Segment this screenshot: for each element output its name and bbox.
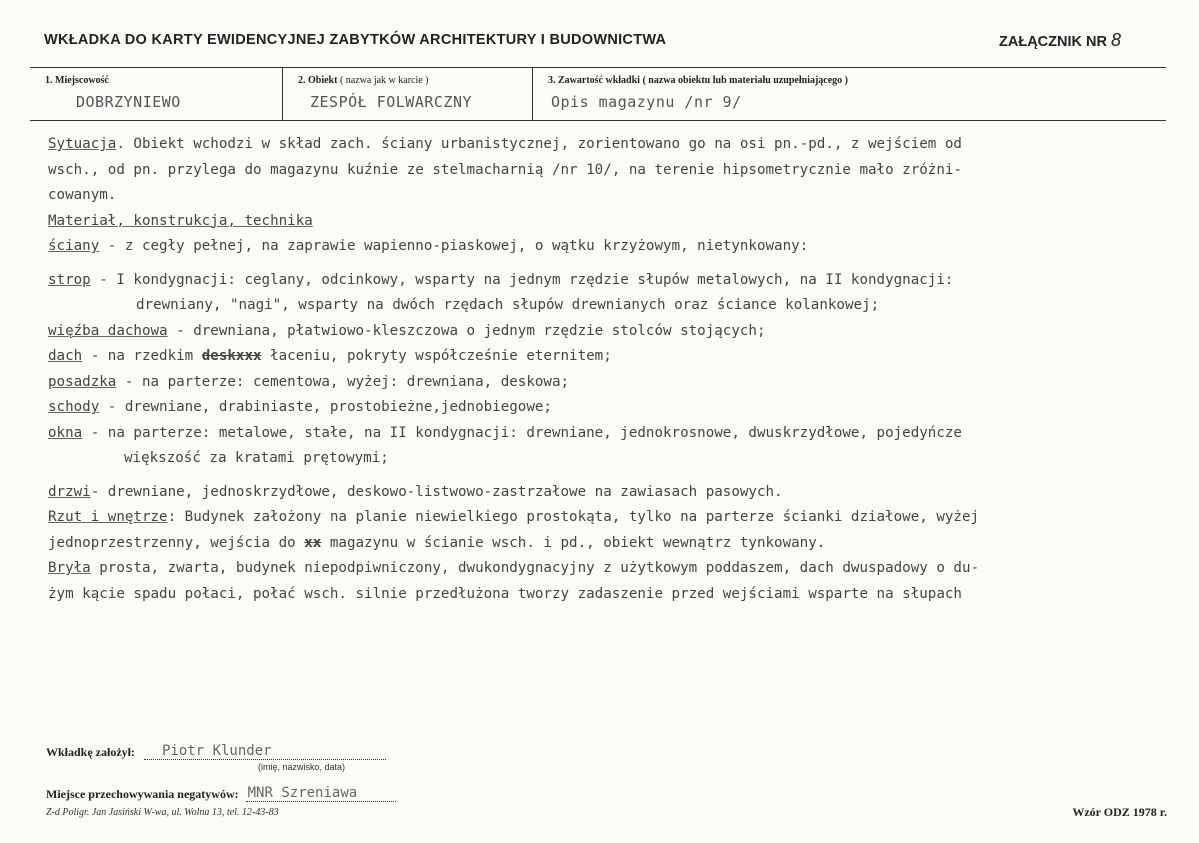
negatives-label: Miejsce przechowywania negatywów: <box>46 787 239 801</box>
doors-text: - drewniane, jednoskrzydłowe, deskowo-listwowo-zastrzałowe na zawiasach pasowych. <box>90 483 783 500</box>
author-label: Wkładkę założył: <box>46 745 135 759</box>
doors-label: drzwi <box>48 483 91 500</box>
header-fields <box>30 67 1166 121</box>
ceiling-line: drewniany, "nagi", wsparty na dwóch rzędach słupów drewnianych oraz ściance kolankowej; <box>136 297 880 313</box>
field-object-label-note: ( nazwa jak w karcie ) <box>339 75 429 86</box>
mass-text: prosta, zwarta, budynek niepodpiwniczony, dwukondygnacyjny z użytkowym poddaszem, dach dwuspadowy o du- <box>90 560 980 576</box>
roof-text-b: łaceniu, pokryty współcześnie eternitem; <box>261 348 612 364</box>
author-line <box>144 744 386 760</box>
mass-line <box>48 556 1168 582</box>
situation-line: cowanym. <box>48 187 117 203</box>
roof-struck-text: deskxxx <box>201 348 262 364</box>
negatives-row <box>46 786 396 802</box>
plan-text-2a: jednoprzestrzenny, wejścia do <box>48 534 305 551</box>
field-object-label <box>298 75 429 86</box>
attachment-number <box>999 30 1121 51</box>
plan-struck-text: xx <box>304 534 322 551</box>
attachment-number-value: 8 <box>1110 30 1121 50</box>
ceiling-line <box>48 268 1168 294</box>
windows-text: - na parterze: metalowe, stałe, na II kondygnacji: drewniane, jednokrosnowe, dwuskrzydłowe, pojedyńcze <box>82 424 962 441</box>
field-locality-label: 1. Miejscowość <box>45 75 109 86</box>
field-content-label-note: ( nazwa obiektu lub materiału uzupełniającego ) <box>642 75 849 86</box>
walls-line <box>48 234 1168 260</box>
stairs-text: - drewniane, drabiniaste, prostobieżne,jednobiegowe; <box>99 399 552 415</box>
plan-heading: Rzut i wnętrze <box>48 509 168 525</box>
stairs-line <box>48 395 1168 421</box>
description-body <box>48 132 1168 607</box>
plan-text: : Budynek założony na planie niewielkiego prostokąta, tylko na parterze ścianki działowe, wyżej <box>167 509 980 525</box>
situation-line: wsch., od pn. przylega do magazynu kuźnie ze stelmacharnią /nr 10/, na terenie hipsometrycznie mało zróżni- <box>48 161 962 178</box>
mass-heading: Bryła <box>48 560 91 576</box>
field-locality <box>30 68 282 120</box>
form-model: Wzór ODZ 1978 r. <box>1072 805 1167 819</box>
roof-truss-text: - drewniana, płatwiowo-kleszczowa o jednym rzędzie stolców stojących; <box>167 322 766 339</box>
card-title: WKŁADKA DO KARTY EWIDENCYJNEJ ZABYTKÓW ARCHITEKTURY I BUDOWNICTWA <box>44 32 667 48</box>
material-heading-line <box>48 209 1168 235</box>
attachment-label: ZAŁĄCZNIK NR <box>999 34 1107 50</box>
field-object-label-text: 2. Obiekt <box>298 75 338 86</box>
windows-line: większość za kratami prętowymi; <box>124 450 389 466</box>
plan-line <box>48 505 1168 531</box>
floor-label: posadzka <box>48 373 117 390</box>
stairs-label: schody <box>48 399 100 415</box>
windows-line <box>48 421 1168 447</box>
field-object <box>282 68 533 120</box>
roof-truss-line <box>48 319 1168 345</box>
floor-line <box>48 370 1168 396</box>
situation-text-1: . Obiekt wchodzi w skład zach. ściany urbanistycznej, zorientowano go na osi pn.-pd., z wejściem od <box>116 136 962 152</box>
roof-text-a: - na rzedkim <box>82 348 202 364</box>
field-content <box>532 68 1167 120</box>
field-object-value: ZESPÓŁ FOLWARCZNY <box>310 93 473 111</box>
situation-heading: Sytuacja <box>48 136 117 152</box>
walls-label: ściany <box>48 238 100 254</box>
author-value: Piotr Klunder <box>162 743 272 759</box>
mass-line: żym kącie spadu połaci, połać wsch. silnie przedłużona tworzy zadaszenie przed wejściami wsparte na słupach <box>48 585 962 602</box>
roof-label: dach <box>48 348 83 364</box>
negatives-line <box>246 786 396 802</box>
author-caption: (imię, nazwisko, data) <box>258 762 346 772</box>
author-row <box>46 744 386 760</box>
field-content-label-text: 3. Zawartość wkładki <box>548 75 640 86</box>
field-locality-value: DOBRZYNIEWO <box>76 93 181 111</box>
negatives-value: MNR Szreniawa <box>247 785 358 801</box>
doors-line <box>48 480 1168 506</box>
printer-imprint: Z-d Poligr. Jan Jasiński W-wa, ul. Wolna 13, tel. 12-43-83 <box>46 807 279 818</box>
roof-truss-label: więźba dachowa <box>48 322 168 339</box>
situation-line <box>48 132 1168 158</box>
plan-text-2b: magazynu w ścianie wsch. i pd., obiekt wewnątrz tynkowany. <box>321 534 826 551</box>
windows-label: okna <box>48 424 83 441</box>
ceiling-text: - I kondygnacji: ceglany, odcinkowy, wsparty na jednym rzędzie słupów metalowych, na II kondygnacji: <box>90 271 954 288</box>
walls-text: - z cegły pełnej, na zaprawie wapienno-piaskowej, o wątku krzyżowym, nietynkowany: <box>99 238 809 254</box>
ceiling-label: strop <box>48 271 91 288</box>
field-content-value: Opis magazynu /nr 9/ <box>551 93 742 111</box>
floor-text: - na parterze: cementowa, wyżej: drewniana, deskowa; <box>116 373 570 390</box>
material-heading: Materiał, konstrukcja, technika <box>48 212 313 229</box>
roof-line <box>48 344 1168 370</box>
plan-line <box>48 531 1168 557</box>
field-content-label <box>548 75 848 86</box>
